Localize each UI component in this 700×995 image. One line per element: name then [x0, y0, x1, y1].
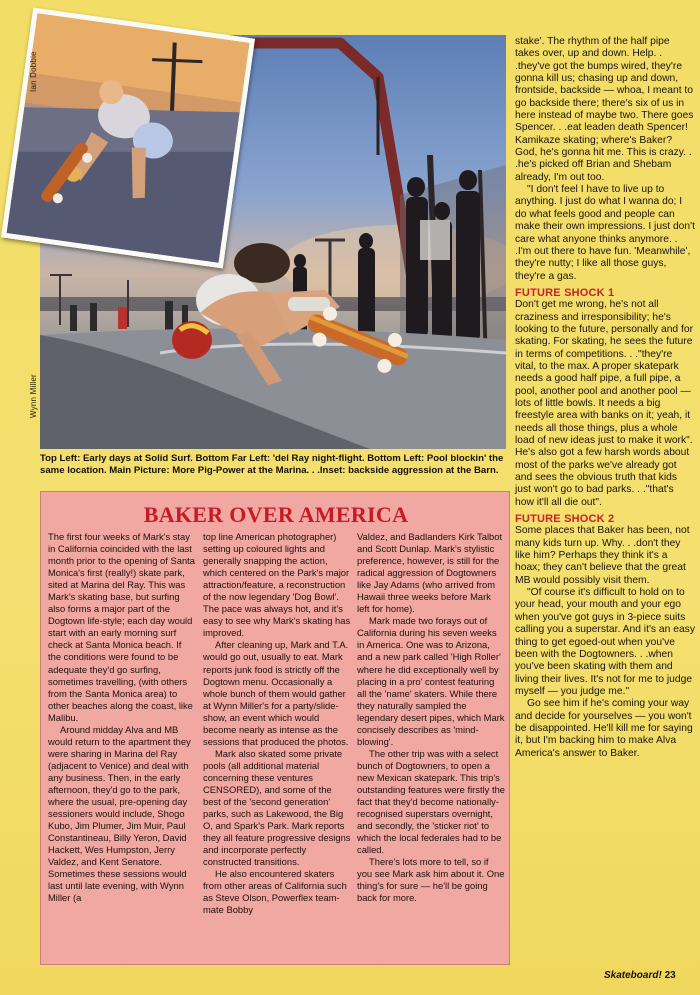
- paragraph: Valdez, and Badlanders Kirk Talbot and Scott Dunlap. Mark's stylistic preference, however, is still for the radical aggression of Dogtowners like Jay Adams (who arrived from Hawaii three weeks before Mark left for home).: [357, 531, 503, 615]
- page-number: 23: [664, 970, 676, 981]
- paragraph: The other trip was with a select bunch of Dogtowners, to open a new Mexican skatepark. This trip's outstanding features were firstly the fact that they'd become nationally-recognised superstars overnight, and secondly, the 'sticker riot' to which the local federales had to be called.: [357, 747, 505, 856]
- paragraph: Mark also skated some private pools (all additional material concerning these ventures CENSORED), and some of the best of the 'second generation' parks, such as Lakewood, the Big O, and Spark's Park. Mark reports they all feature progressive designs and incorporate perfectly constructed transitions.: [203, 747, 351, 868]
- paragraph: After cleaning up, Mark and T.A. would go out, usually to eat. Mark reports junk food is strictly off the Dogtown menu. Occasionally a whole bunch of them would gather at Wynn Miller's for a party/slide-show, an event which would become nearly as intense as the sessions that produced the photos.: [203, 639, 349, 747]
- paragraph: Mark made two forays out of California during his seven weeks in America. One was to Arizona, and a new park called 'High Roller' where he did exceptionally well by placing in a pro' contest featuring all the 'name' skaters. While there they naturally sampled the legendary desert pipes, which Mark concisely describes as 'mind-blowing'.: [357, 615, 505, 747]
- subheading-future-shock-2: FUTURE SHOCK 2: [515, 513, 615, 526]
- story-column-2: [203, 531, 351, 917]
- paragraph: Don't get me wrong, he's not all craziness and irresponsibility; he's looking to the future, personally and for skating. For skating, he sees the future in terms of competitions. . ."they're vital, to the max. A proper skatepark needs a good half pipe, a full pipe, a pool, another pool and another pool — lots of little bowls. It needs a big freestyle area with banks on it; yeah, it needs all those things, plus a whole load of new ideas just to make it work". He's also got a few harsh words about most of the parks we've already got and sees the obvious truth that kids just won't go to bad parks. . ."that's how it'll all die out".: [515, 299, 694, 508]
- paragraph: Go see him if he's coming your way and decide for yourselves — you won't be disappointed. He'll kill me for saying it, but I'm backing him to make Alva America's answer to Baker.: [515, 698, 693, 759]
- inset-photo: [1, 8, 255, 269]
- paragraph: He also encountered skaters from other areas of California such as Steve Olson, Powerflex team-mate Bobby: [203, 868, 347, 916]
- paragraph: Around midday Alva and MB would return to the apartment they were sharing in Marina del Ray (adjacent to Venice) and deal with any business. Then, in the early afternoon, they'd go to the park, where the usual, pre-opening day sessioners would include, Shogo Kubo, Jim Plumer, Jim Muir, Paul Constantineau, Billy Yeron, David Hackett, Wes Humpston, Jerry Valdez, and Kent Senatore. Sometimes these sessions would last until late evening, with Wynn Miller (a: [48, 723, 191, 904]
- inset-illustration: [7, 13, 250, 263]
- right-column: [515, 36, 695, 760]
- paragraph: There's lots more to tell, so if you see Mark ask him about it. One thing's for sure — he'll be going back for more.: [357, 856, 505, 904]
- paragraph: "I don't feel I have to live up to anything. I just do what I wanna do; I do what feels good and people can make their own impressions. I just don't care what anyone thinks anymore. . .I'm out there to have fun. 'Meanwhile', they're nutty; I like all those guys, they're a gas.: [515, 184, 695, 282]
- paragraph: stake'. The rhythm of the half pipe takes over, up and down. Help. . .they've got the bumps wired, they're gonna kill us; chasing up and down, frontside, backside — whoa, I meant to go backside there; there's six of us in here instead of maybe two. There goes Spencer. . .eat leaden death Spencer! Kamikaze skating; where's Baker? God, he's gonna hit me. This is crazy. . .he's picked off Brian and Shebam already, I'm out too.: [515, 36, 694, 183]
- paragraph: "Of course it's difficult to hold on to your head, your mouth and your ego when you've got guys in 3-piece suits calling you a superstar. And it's an easy thing to get egoed-out when you've been with the Dogtowners. . .when you've been skating with them and living their lives. It's not for me to judge myself — you judge me.": [515, 587, 695, 697]
- magazine-name: Skateboard!: [604, 970, 662, 981]
- paragraph: top line American photographer) setting up coloured lights and generally snapping the action, which centered on the Park's major attraction/feature, a reconstruction of the now legendary 'Dog Bowl'. The pace was always hot, and it's easy to see why Mark's skating has improved.: [203, 531, 351, 639]
- page-folio: [604, 970, 676, 981]
- photo-caption: Top Left: Early days at Solid Surf. Bottom Far Left: 'del Ray night-flight. Bottom Left: Pool blockin' the same location. Main Picture: More Pig-Power at the Marina. . .Inset: backside aggression at the Barn.: [40, 453, 504, 477]
- paragraph: Some places that Baker has been, not many kids turn up. Why. . .don't they like him? Perhaps they think it's a hoax; they can't believe that the great MB would possibly visit them.: [515, 525, 690, 586]
- paragraph: The first four weeks of Mark's stay in California coincided with the last month prior to the opening of Santa Monica's first (really!) skate park, sited at Marina del Ray. This was Mark's skating base, but surfing also forms a major part of the Dogtown life-style; each day would start with an early morning surf check at Santa Monica beach. If the conditions were found to be adequate they'd go surfing, sometimes travelling, (with others from the Santa Monica area) to other beaches along the coast, like Malibu.: [48, 531, 195, 723]
- subheading-future-shock-1: FUTURE SHOCK 1: [515, 286, 615, 299]
- story-box: [40, 491, 510, 965]
- photo-credit-bottom: Wynn Miller: [29, 374, 38, 418]
- story-column-1: [48, 531, 196, 904]
- story-title: BAKER OVER AMERICA: [143, 502, 409, 527]
- photo-credit-top: Ian Dobbie: [29, 51, 38, 92]
- story-column-3: [357, 531, 505, 904]
